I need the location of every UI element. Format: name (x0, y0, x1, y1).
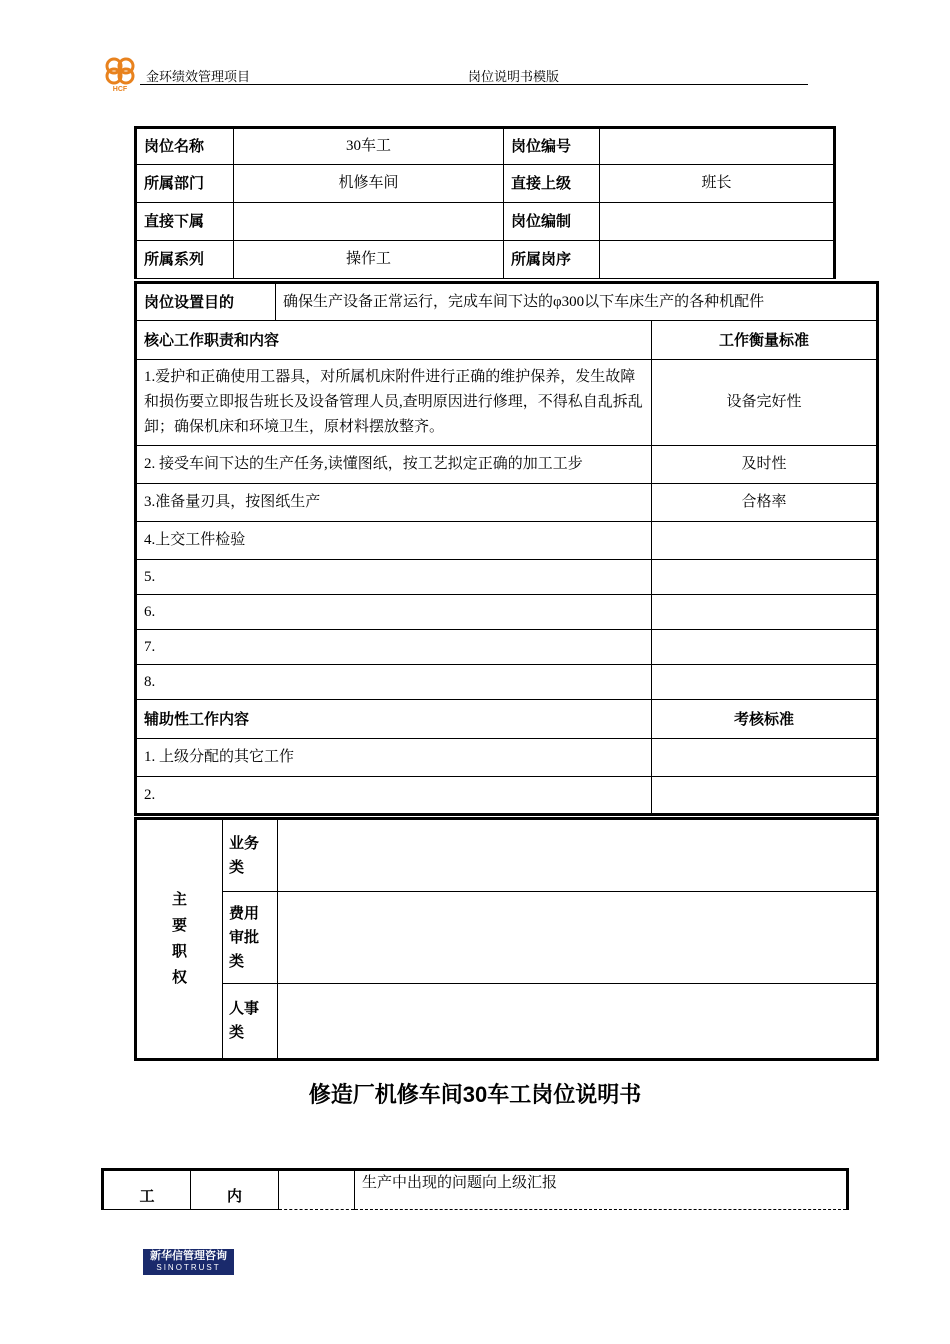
continuation-text: 生产中出现的问题向上级汇报 (355, 1170, 848, 1210)
authority-label-cell (136, 819, 223, 1060)
authority-type-business: 业务类 (223, 819, 278, 892)
authority-table (134, 817, 879, 1061)
duties-table (134, 281, 879, 816)
duty-text: 4.上交工件检验 (136, 522, 652, 560)
table-row (136, 360, 878, 446)
table-row (136, 665, 878, 700)
subordinate-value (234, 203, 504, 241)
department-value: 机修车间 (234, 165, 504, 203)
purpose-value: 确保生产设备正常运行，完成车间下达的φ300以下车床生产的各种机配件 (276, 283, 878, 321)
standard-text: 及时性 (652, 446, 878, 484)
project-name: 金环绩效管理项目 (146, 69, 251, 84)
table-row (136, 595, 878, 630)
staffing-label: 岗位编制 (504, 203, 600, 241)
hcf-logo-icon (100, 52, 140, 92)
table-row (136, 739, 878, 777)
page-title: 修造厂机修车间30车工岗位说明书 (308, 1082, 642, 1107)
aux-standard-header: 考核标准 (652, 700, 878, 739)
superior-label: 直接上级 (504, 165, 600, 203)
standard-text (652, 777, 878, 815)
logo-text: HCF (112, 86, 128, 92)
duty-text: 3.准备量刃具，按图纸生产 (136, 484, 652, 522)
continuation-col1: 工 (103, 1170, 191, 1210)
standard-text (652, 739, 878, 777)
table-row (136, 484, 878, 522)
standard-text (652, 595, 878, 630)
duty-text: 2. 接受车间下达的生产任务,读懂图纸，按工艺拟定正确的加工工步 (136, 446, 652, 484)
department-label: 所属部门 (136, 165, 234, 203)
duty-text: 6. (136, 595, 652, 630)
superior-value: 班长 (600, 165, 835, 203)
authority-label: 主要职权 (171, 891, 187, 986)
table-row (136, 560, 878, 595)
duty-text: 5. (136, 560, 652, 595)
sequence-value (600, 241, 835, 279)
authority-value-personnel (278, 984, 878, 1060)
authority-value-expense (278, 892, 878, 984)
position-name-label: 岗位名称 (136, 128, 234, 165)
basic-info-table (134, 126, 836, 279)
core-standard-header: 工作衡量标准 (652, 321, 878, 360)
duty-text: 8. (136, 665, 652, 700)
table-row (136, 630, 878, 665)
sinotrust-logo (143, 1249, 234, 1275)
authority-type-personnel: 人事类 (223, 984, 278, 1060)
staffing-value (600, 203, 835, 241)
standard-text (652, 665, 878, 700)
footer-brand-cn: 新华信管理咨询 (150, 1250, 227, 1262)
subordinate-label: 直接下属 (136, 203, 234, 241)
continuation-table (101, 1168, 849, 1210)
duty-text: 2. (136, 777, 652, 815)
purpose-label: 岗位设置目的 (136, 283, 276, 321)
series-value: 操作工 (234, 241, 504, 279)
position-code-value (600, 128, 835, 165)
core-duties-header: 核心工作职责和内容 (136, 321, 652, 360)
authority-value-business (278, 819, 878, 892)
header-divider (140, 84, 808, 85)
aux-duties-header: 辅助性工作内容 (136, 700, 652, 739)
position-name-value: 30车工 (234, 128, 504, 165)
standard-text: 设备完好性 (652, 360, 878, 446)
continuation-col2: 内 (191, 1170, 279, 1210)
duty-text: 1. 上级分配的其它工作 (136, 739, 652, 777)
footer-brand-en: SINOTRUST (156, 1263, 221, 1272)
duty-text: 1.爱护和正确使用工器具，对所属机床附件进行正确的维护保养，发生故障和损伤要立即报告班长及设备管理人员,查明原因进行修理，不得私自乱拆乱卸；确保机床和环境卫生，原材料摆放整齐。 (136, 360, 652, 446)
standard-text (652, 560, 878, 595)
authority-type-expense: 费用审批类 (223, 892, 278, 984)
sequence-label: 所属岗序 (504, 241, 600, 279)
table-row (136, 777, 878, 815)
table-row (136, 446, 878, 484)
document-type: 岗位说明书模版 (468, 69, 560, 84)
continuation-empty (279, 1170, 355, 1210)
standard-text (652, 522, 878, 560)
standard-text: 合格率 (652, 484, 878, 522)
duty-text: 7. (136, 630, 652, 665)
position-code-label: 岗位编号 (504, 128, 600, 165)
table-row (136, 522, 878, 560)
series-label: 所属系列 (136, 241, 234, 279)
standard-text (652, 630, 878, 665)
